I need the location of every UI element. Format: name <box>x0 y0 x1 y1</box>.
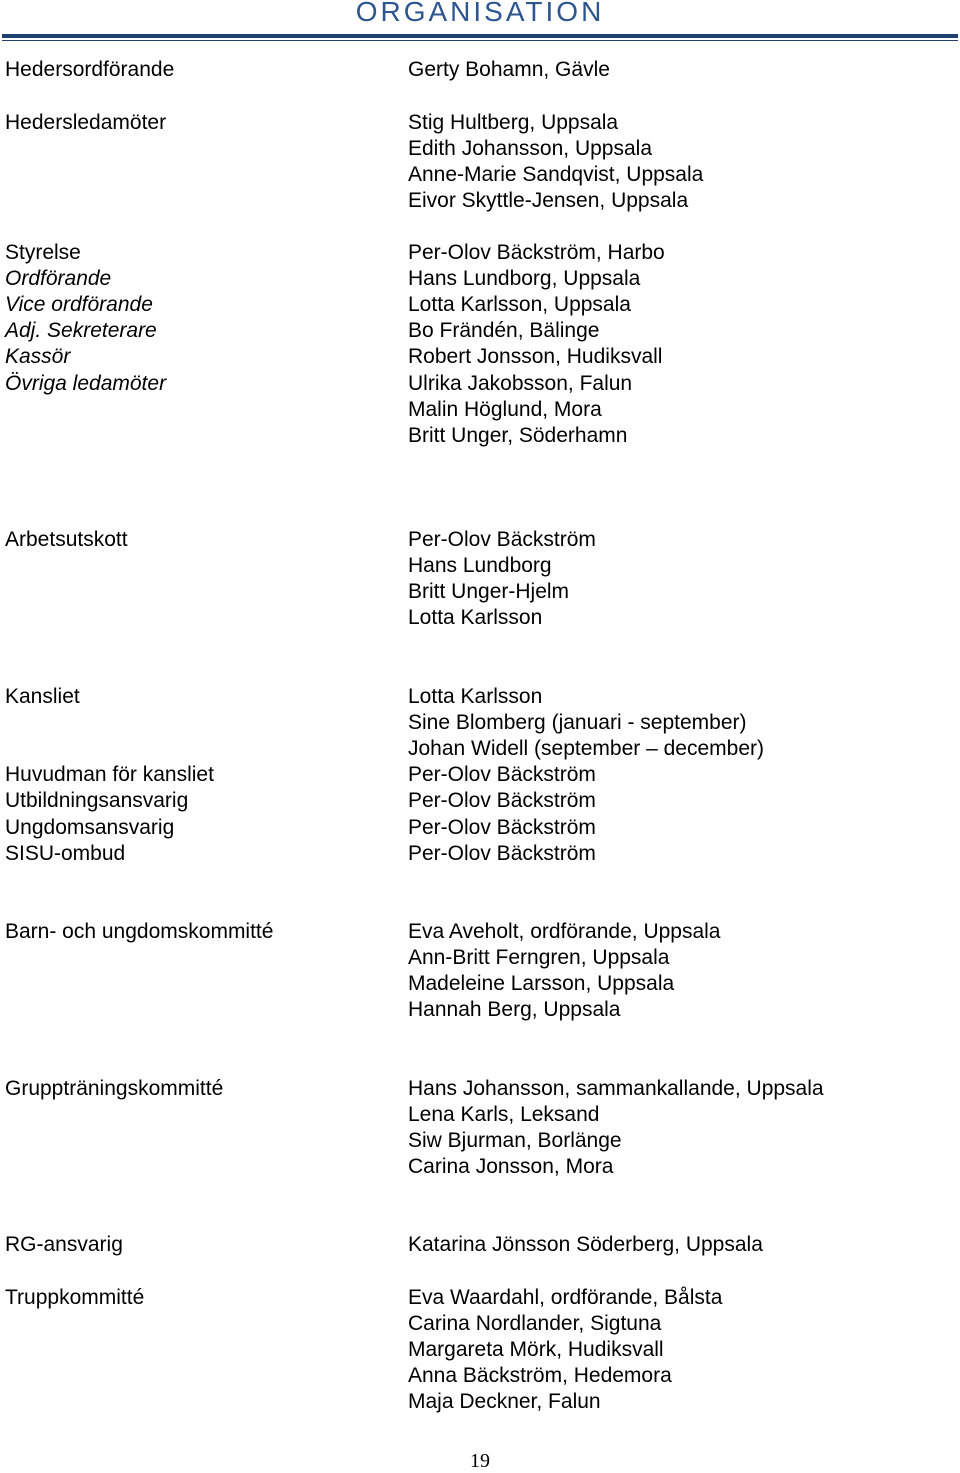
role-label: Vice ordförande <box>5 293 153 317</box>
member-name: Lotta Karlsson, Uppsala <box>408 293 631 317</box>
member-name: Stig Hultberg, Uppsala <box>408 111 619 134</box>
member-name: Katarina Jönsson Söderberg, Uppsala <box>408 1233 763 1256</box>
role-label: Arbetsutskott <box>5 528 128 551</box>
role-label: Utbildningsansvarig <box>5 789 189 813</box>
member-name: Anne-Marie Sandqvist, Uppsala <box>408 163 704 187</box>
member-name: Johan Widell (september – december) <box>408 737 764 761</box>
member-name: Hans Lundborg, Uppsala <box>408 267 641 291</box>
role-label: Huvudman för kansliet <box>5 763 214 787</box>
role-label: RG-ansvarig <box>5 1233 123 1256</box>
member-name: Eivor Skyttle-Jensen, Uppsala <box>408 189 689 213</box>
role-label: Ordförande <box>5 267 112 291</box>
member-name: Anna Bäckström, Hedemora <box>408 1364 672 1388</box>
member-name: Hans Lundborg <box>408 554 552 578</box>
role-label: Kansliet <box>5 685 80 708</box>
role-label: SISU-ombud <box>5 841 126 865</box>
member-name: Britt Unger-Hjelm <box>408 580 570 604</box>
member-name: Margareta Mörk, Hudiksvall <box>408 1338 664 1362</box>
role-label: Hedersledamöter <box>5 111 167 134</box>
role-label: Ungdomsansvarig <box>5 815 175 839</box>
member-name: Per-Olov Bäckström, Harbo <box>408 241 665 264</box>
member-name: Lena Karls, Leksand <box>408 1103 600 1127</box>
title-rule-thick <box>2 34 958 38</box>
title-rule-thin <box>2 40 958 41</box>
member-name: Sine Blomberg (januari - september) <box>408 711 747 735</box>
member-name: Edith Johansson, Uppsala <box>408 137 652 161</box>
member-name: Madeleine Larsson, Uppsala <box>408 972 675 996</box>
member-name: Per-Olov Bäckström <box>408 789 596 813</box>
role-label: Adj. Sekreterare <box>5 319 157 343</box>
role-label: Truppkommitté <box>5 1286 145 1309</box>
member-name: Britt Unger, Söderhamn <box>408 423 628 447</box>
member-name: Carina Nordlander, Sigtuna <box>408 1312 662 1336</box>
member-name: Gerty Bohamn, Gävle <box>408 58 610 81</box>
member-name: Carina Jonsson, Mora <box>408 1155 614 1179</box>
member-name: Eva Aveholt, ordförande, Uppsala <box>408 920 721 943</box>
member-name: Eva Waardahl, ordförande, Bålsta <box>408 1286 723 1309</box>
role-label: Styrelse <box>5 241 81 264</box>
role-label: Barn- och ungdomskommitté <box>5 920 274 943</box>
member-name: Ulrika Jakobsson, Falun <box>408 371 633 395</box>
member-name: Hans Johansson, sammankallande, Uppsala <box>408 1077 824 1100</box>
member-name: Maja Deckner, Falun <box>408 1390 601 1414</box>
role-label: Kassör <box>5 345 71 369</box>
page-title: ORGANISATION <box>355 0 605 27</box>
member-name: Per-Olov Bäckström <box>408 528 596 551</box>
member-name: Per-Olov Bäckström <box>408 815 596 839</box>
member-name: Ann-Britt Ferngren, Uppsala <box>408 946 670 970</box>
member-name: Bo Frändén, Bälinge <box>408 319 600 343</box>
member-name: Per-Olov Bäckström <box>408 763 596 787</box>
member-name: Lotta Karlsson <box>408 685 543 708</box>
role-label: Hedersordförande <box>5 58 175 81</box>
member-name: Hannah Berg, Uppsala <box>408 998 621 1022</box>
member-name: Robert Jonsson, Hudiksvall <box>408 345 663 369</box>
member-name: Siw Bjurman, Borlänge <box>408 1129 622 1153</box>
page-number: 19 <box>470 1450 490 1472</box>
role-label: Övriga ledamöter <box>5 371 167 395</box>
member-name: Malin Höglund, Mora <box>408 397 602 421</box>
member-name: Lotta Karlsson <box>408 606 543 630</box>
member-name: Per-Olov Bäckström <box>408 841 596 865</box>
role-label: Gruppträningskommitté <box>5 1077 224 1100</box>
